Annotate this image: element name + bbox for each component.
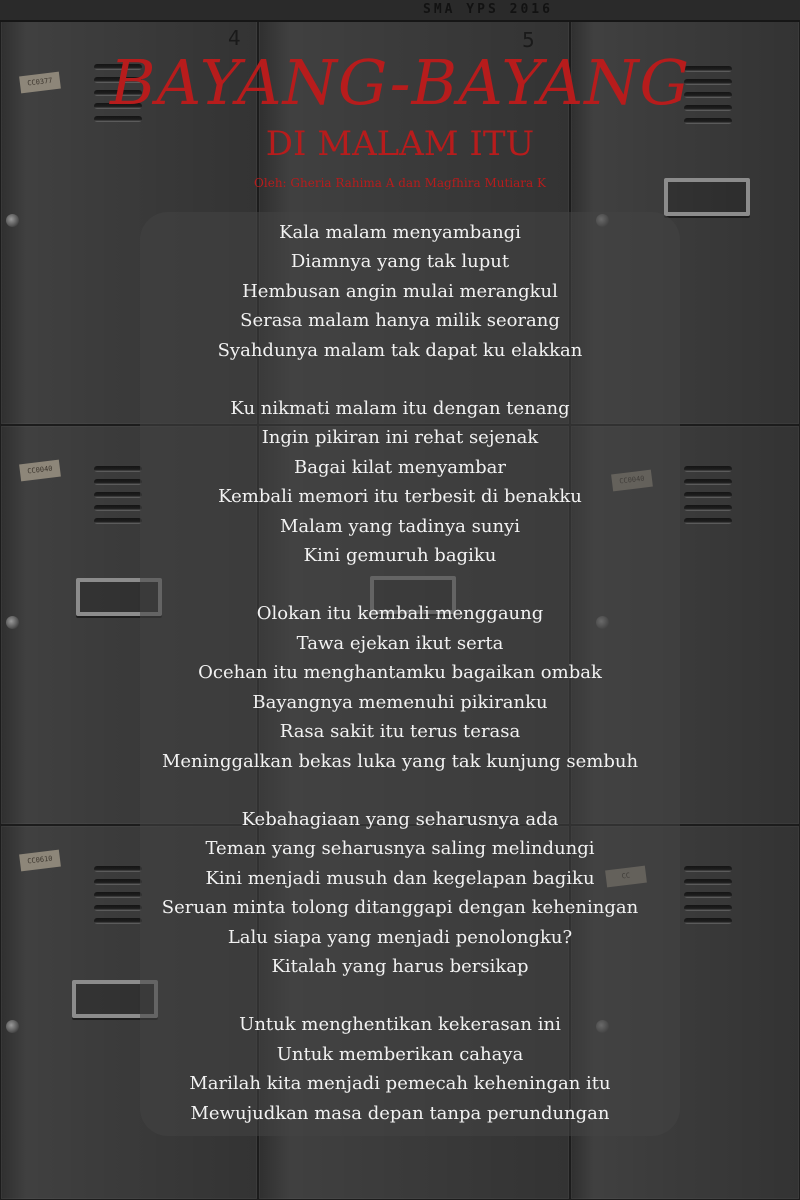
poem-line: Bagai kilat menyambar — [294, 456, 506, 478]
locker-top-frame — [0, 0, 800, 22]
locker-number: 4 — [228, 26, 241, 50]
locker-tag: CC0377 — [19, 72, 61, 94]
poem-line: Tawa ejekan ikut serta — [296, 632, 504, 654]
poem-line: Ingin pikiran ini rehat sejenak — [261, 427, 539, 449]
poem-line: Kebahagiaan yang seharusnya ada — [241, 808, 559, 830]
poem-line: Hembusan angin mulai merangkul — [242, 280, 558, 302]
poem-body — [0, 218, 800, 1157]
poem-line: Lalu siapa yang menjadi penolongku? — [227, 926, 573, 948]
poem-line: Kembali memori itu terbesit di benakku — [218, 486, 582, 508]
locker-number: 5 — [522, 28, 535, 52]
poem-line: Syahdunya malam tak dapat ku elakkan — [217, 339, 583, 361]
poem-line: Untuk memberikan cahaya — [276, 1043, 524, 1065]
stanza — [0, 599, 800, 775]
poem-line: Marilah kita menjadi pemecah keheningan itu — [189, 1073, 611, 1095]
locker-tag: CC0040 — [19, 460, 61, 482]
poem-line: Ocehan itu menghantamku bagaikan ombak — [198, 662, 602, 684]
poem-line: Rasa sakit itu terus terasa — [279, 721, 521, 743]
poem-subtitle: DI MALAM ITU — [265, 124, 535, 164]
poem-line: Mewujudkan masa depan tanpa perundungan — [190, 1102, 610, 1124]
poem-line: Meninggalkan bekas luka yang tak kunjung sembuh — [161, 750, 639, 772]
poem-line: Olokan itu kembali menggaung — [256, 603, 544, 625]
stanza — [0, 805, 800, 981]
stanza — [0, 394, 800, 570]
poem-line: Serasa malam hanya milik seorang — [240, 310, 560, 332]
author-credit: Oleh: Gheria Rahima A dan Magfhira Mutiara K — [254, 176, 546, 190]
stanza — [0, 218, 800, 365]
poem-line: Bayangnya memenuhi pikiranku — [252, 691, 548, 713]
poem-line: Kitalah yang harus bersikap — [271, 955, 529, 977]
poem-line: Ku nikmati malam itu dengan tenang — [230, 398, 570, 420]
stanza — [0, 1010, 800, 1128]
poem-line: Kini gemuruh bagiku — [303, 545, 497, 567]
poem-line: Teman yang seharusnya saling melindungi — [205, 838, 595, 860]
poem-line: Kini menjadi musuh dan kegelapan bagiku — [205, 867, 595, 889]
stencil-label: SMA YPS 2016 — [423, 2, 553, 17]
poem-title: BAYANG-BAYANG — [109, 46, 691, 119]
locker-tag: CC0610 — [19, 850, 61, 872]
poem-line: Diamnya yang tak luput — [290, 251, 510, 273]
poem-line: Seruan minta tolong ditanggapi dengan keheningan — [161, 897, 639, 919]
poem-line: Malam yang tadinya sunyi — [280, 515, 520, 537]
poem-line: Untuk menghentikan kekerasan ini — [239, 1014, 561, 1036]
poem-line: Kala malam menyambangi — [279, 222, 521, 243]
